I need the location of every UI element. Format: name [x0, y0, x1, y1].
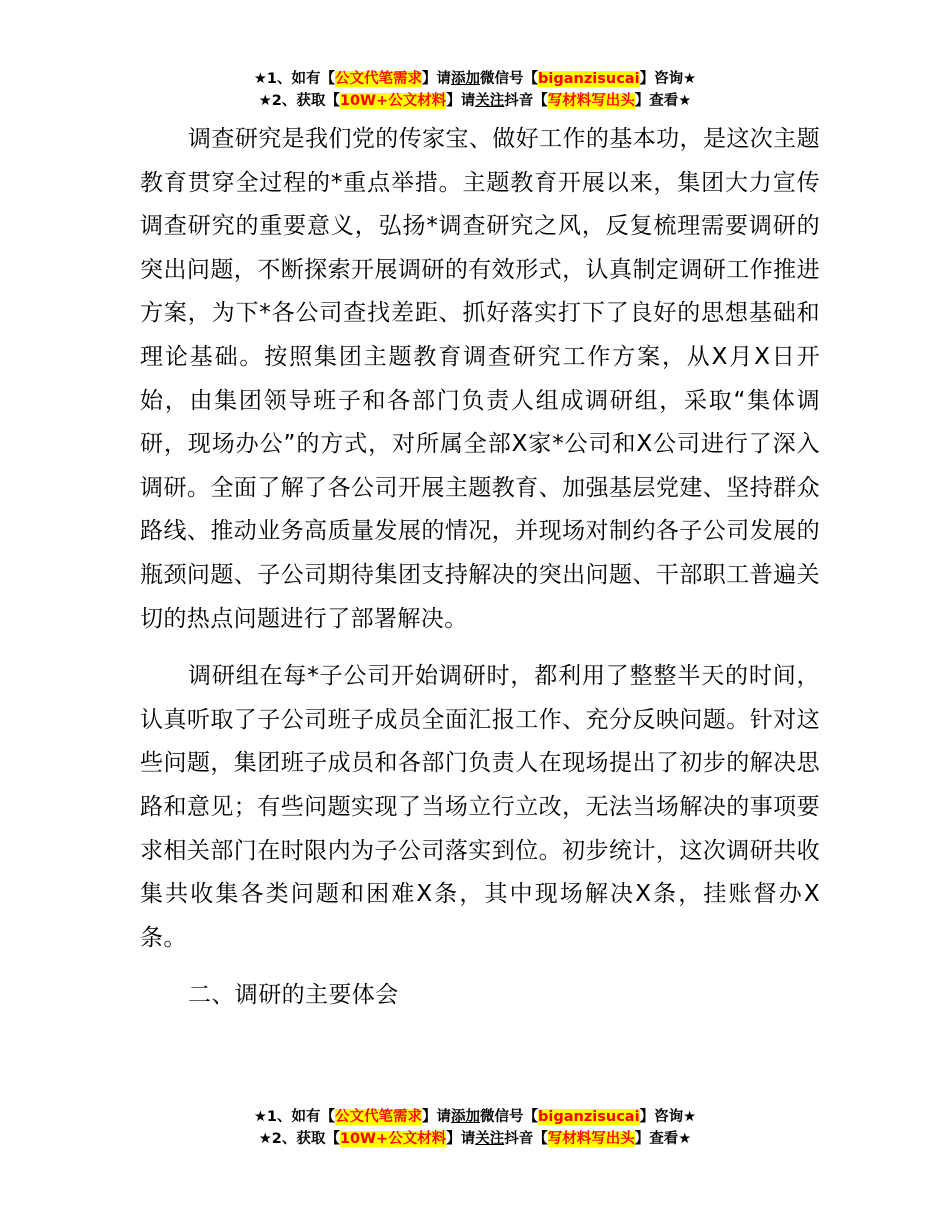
header-line2-text: 】请 — [446, 93, 476, 109]
footer-line2-suffix: 】查看★ — [634, 1131, 692, 1147]
footer-banner-line-1 — [0, 1106, 950, 1128]
footer-line1-suffix: 】咨询★ — [639, 1109, 697, 1125]
section-heading: 二、调研的主要体会 — [188, 982, 399, 1009]
header-wechat-id-highlight: biganzisucai — [538, 71, 640, 87]
header-line1-text-2: 微信号【 — [480, 71, 539, 87]
header-add-underlined: 添加 — [451, 71, 481, 87]
header-douyin-account-highlight: 写材料写出头 — [547, 93, 635, 109]
footer-line1-text-2: 微信号【 — [480, 1109, 539, 1125]
header-line2-suffix: 】查看★ — [634, 93, 692, 109]
document-body — [140, 118, 820, 1018]
body-paragraph-2: 调研组在每*子公司开始调研时，都利用了整整半天的时间，认真听取了子公司班子成员全面汇报工作、充分反映问题。针对这些问题，集团班子成员和各部门负责人在现场提出了初步的解决思路和意见；有些问题实现了当场立行立改，无法当场解决的事项要求相关部门在时限内为子公司落实到位。初步统计，这次调研共收集共收集各类问题和困难X条，其中现场解决X条，挂账督办X条。 — [140, 663, 820, 951]
header-banner — [0, 68, 950, 112]
footer-wechat-id-highlight: biganzisucai — [538, 1109, 640, 1125]
header-line1-suffix: 】咨询★ — [639, 71, 697, 87]
footer-line2-text: 】请 — [446, 1131, 476, 1147]
header-line2-prefix: ★2、获取【 — [258, 93, 340, 109]
header-line1-text: 】请 — [422, 71, 452, 87]
header-materials-highlight: 10W+公文材料 — [339, 93, 447, 109]
header-line1-prefix: ★1、如有【 — [253, 71, 336, 87]
footer-follow-underlined: 关注 — [475, 1131, 505, 1147]
header-banner-line-1 — [0, 68, 950, 90]
header-ghostwriting-highlight: 公文代笔需求 — [335, 71, 423, 87]
footer-line1-prefix: ★1、如有【 — [253, 1109, 336, 1125]
footer-add-underlined: 添加 — [451, 1109, 481, 1125]
footer-banner-line-2 — [0, 1128, 950, 1150]
footer-materials-highlight: 10W+公文材料 — [339, 1131, 447, 1147]
footer-banner — [0, 1106, 950, 1150]
footer-douyin-account-highlight: 写材料写出头 — [547, 1131, 635, 1147]
body-paragraph-1: 调查研究是我们党的传家宝、做好工作的基本功，是这次主题教育贯穿全过程的*重点举措。主题教育开展以来，集团大力宣传调查研究的重要意义，弘扬*调查研究之风，反复梳理需要调研的突出问题，不断探索开展调研的有效形式，认真制定调研工作推进方案，为下*各公司查找差距、抓好落实打下了良好的思想基础和理论基础。按照集团主题教育调查研究工作方案，从X月X日开始，由集团领导班子和各部门负责人组成调研组，采取“集体调研，现场办公”的方式，对所属全部X家*公司和X公司进行了深入调研。全面了解了各公司开展主题教育、加强基层党建、坚持群众路线、推动业务高质量发展的情况，并现场对制约各子公司发展的瓶颈问题、子公司期待集团支持解决的突出问题、干部职工普遍关切的热点问题进行了部署解决。 — [140, 126, 820, 632]
header-follow-underlined: 关注 — [475, 93, 505, 109]
header-banner-line-2 — [0, 90, 950, 112]
footer-line2-prefix: ★2、获取【 — [258, 1131, 340, 1147]
footer-line1-text: 】请 — [422, 1109, 452, 1125]
header-line2-text-2: 抖音【 — [504, 93, 548, 109]
footer-ghostwriting-highlight: 公文代笔需求 — [335, 1109, 423, 1125]
footer-line2-text-2: 抖音【 — [504, 1131, 548, 1147]
